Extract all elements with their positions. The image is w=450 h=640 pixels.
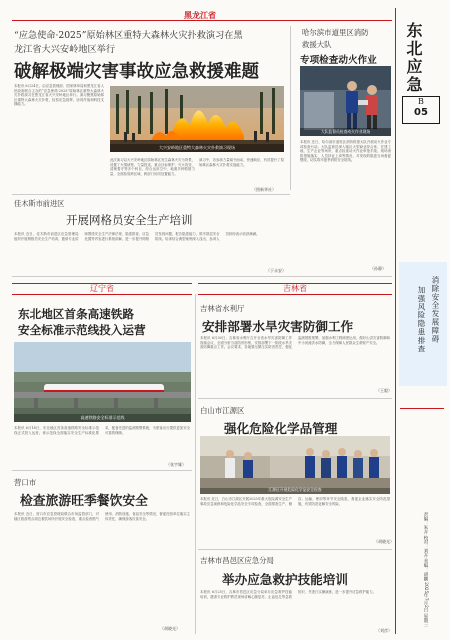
liaoning-photo-caption: 高速铁路安全标准示范线 — [80, 415, 125, 420]
region-column-divider — [195, 294, 196, 634]
jilin-story2-kicker: 白山市江源区 — [200, 406, 245, 415]
jilin-story3-body: 本报讯 6月25日，吉林市昌邑区应急分局举办应急救护技能培训，邀请专业救护教员现场讲解心肺复苏、止血包扎等急救知识，并进行实操演练，进一步提升应急救护能力。 — [200, 590, 376, 599]
jiamusi-byline: （于永安） — [266, 268, 286, 273]
lead-body-col1: 本报讯 6月24日，由应急管理部、国家林草局和黑龙江省人民政府联合主办的“应急使命·2025”原始林区重特大森林火灾扑救演习在黑龙江省大兴安岭地区举行。演习聚焦原始林区重特大森林火灾扑救，检验应急指挥、协同作战和科技支撑能力。 — [14, 84, 104, 107]
slogan-line2: 消除安全发展障碍 — [431, 276, 440, 344]
jilin-story1-kicker: 吉林省水利厅 — [200, 304, 245, 313]
jilin-story3-kicker: 吉林市昌邑区应急分局 — [200, 556, 274, 565]
jilin-story2-photo-caption: 江源区开展危险化学品安全检查 — [268, 487, 322, 492]
lead-photo-forest-fire — [110, 86, 284, 152]
jilin-story3-title: 举办应急救护技能培训 — [222, 572, 348, 587]
lead-body-col3: 演习中，各参演力量闻令而动、快速响应，有效提升了原始林区森林火灾扑救实战能力。 — [199, 158, 284, 167]
jilin-story1-byline: （王毅） — [376, 388, 392, 393]
top-divider — [12, 20, 392, 21]
jilin-story2-byline: （胡晓光） — [374, 539, 394, 544]
region-label-heilongjiang: 黑龙江省 — [184, 10, 216, 20]
jiamusi-kicker: 佳木斯市前进区 — [14, 199, 65, 208]
masthead-info-line: 责编：朱卉 校对：刘卉 美编：胡鹏 2025年7月2日 星期三 — [423, 512, 428, 627]
jilin-story3-byline: （刘彦） — [376, 628, 392, 633]
slogan-block — [399, 262, 447, 386]
masthead-page-code: B — [418, 97, 424, 106]
liaoning-body: 本报讯 6月18日，东北地区首条高速铁路安全标准示范线正式投入运营。该示范线全面落实安全生产标准化要求，配备先进的监测预警系统，为旅客出行提供更加安全可靠的保障。 — [14, 426, 190, 435]
jilin-divider2 — [198, 549, 392, 550]
slogan-line1: 加强风险隐患排查 — [417, 286, 426, 354]
jiamusi-body: 本报讯 近日，佳木斯市前进区应急管理局组织开展网格员安全生产培训，邀请专业讲师围绕安全生产法律法规、隐患排查、应急处置等内容进行系统讲解，进一步提升网格员发现问题、报告隐患能力，筑牢基层安全防线。培训结合典型案例深入浅出，参训人员纷纷表示收获满满。 — [14, 232, 260, 241]
lead-byline: （图新华社） — [252, 187, 276, 192]
side-photo-caption: 大队监督员检查动火作业现场 — [320, 129, 371, 134]
masthead-title: 东北应急 — [404, 22, 423, 94]
lead-body-col2: 此次演习以大兴安岭地区原始林区发生森林火灾为背景，设置了火情侦察、力量投送、重点目标保护、灭火攻坚、清理看守等多个科目，综合运用空中、地面多种救援力量，全面检验跨区域、跨部门协同处置能力。 — [110, 158, 195, 176]
yingkou-byline: （胡晓光） — [160, 626, 180, 631]
lead-kicker-line1: “应急使命·2025”原始林区重特大森林火灾扑救演习在黑 — [14, 30, 243, 41]
jiamusi-title: 开展网格员安全生产培训 — [66, 213, 193, 227]
mid-divider — [12, 276, 392, 277]
jilin-story2-title: 强化危险化学品管理 — [224, 421, 338, 436]
side-byline: （孙静） — [370, 266, 386, 271]
jilin-story1-title: 安排部署水旱灾害防御工作 — [202, 319, 354, 334]
side-photo-inspection — [300, 66, 391, 136]
masthead-border-left — [395, 8, 396, 634]
region-header-jilin: 吉林省 — [198, 283, 392, 295]
liaoning-title-line2: 安全标准示范线投入运营 — [18, 323, 146, 337]
jilin-story1-body: 本报讯 6月30日，吉林省水利厅召开全省水旱灾害防御工作视频会议，全面分析当前防汛形势，安排部署下一阶段水旱灾害防御重点工作。会议要求，各地要压紧压实防汛责任，强化监测预报预警，加强水利工程调度运用，做好山洪灾害防御和中小河流洪水防御，全力保障人民群众生命财产安全。 — [200, 336, 390, 350]
lead-side-divider — [290, 26, 291, 190]
jilin-story2-body: 本报讯 近日，白山市江源区开展2025年重大危险源安全生产事故应急演练和危险化学品安全专项检查，全面排查生产、储存、运输、使用等环节安全隐患，督促企业落实安全防范措施，有效防范化解安全风险。 — [200, 497, 390, 506]
yingkou-body: 本报讯 近日，营口市应急管理局联合市场监管部门，对辖区旅游景点周边餐饮场所开展安全检查，重点检查燃气使用、消防设施、食品安全等情况，督促经营单位落实主体责任，确保游客饮食安全。 — [14, 512, 190, 521]
side-subtitle: 专项检查动火作业 — [300, 55, 377, 66]
yingkou-title: 检查旅游旺季餐饮安全 — [20, 494, 148, 509]
liaoning-divider — [12, 470, 192, 471]
jilin-story2-photo-chemicals — [200, 436, 390, 494]
side-body: 本报讯 近日，哈尔滨市道里区消防救援大队开展动火作业专项检查行动。大队监督员深入辖区大型商业综合体、在建工地、生产企业等场所，重点检查动火作业审批手续、现场消防措施落实、人员持证上岗等情况，对发现的隐患当场督促整改，切实筑牢夏季消防安全防线。 — [300, 140, 391, 163]
yingkou-kicker: 营口市 — [14, 478, 37, 487]
lead-bottom-divider — [12, 194, 290, 195]
liaoning-title-line1: 东北地区首条高速铁路 — [18, 307, 134, 321]
masthead-page-box — [402, 96, 440, 124]
lead-kicker-line2: 龙江省大兴安岭地区举行 — [14, 44, 116, 55]
masthead-page-num: 05 — [414, 107, 428, 118]
lead-title: 破解极端灾害事故应急救援难题 — [14, 62, 259, 82]
lead-photo-caption: 大兴安岭地区重特大森林火灾扑救演习现场 — [159, 145, 235, 150]
liaoning-photo-railway — [14, 342, 191, 422]
masthead-rule — [400, 408, 444, 409]
side-title-line2: 救援大队 — [302, 40, 332, 49]
side-title-line1: 哈尔滨市道里区消防 — [302, 28, 369, 37]
jilin-divider1 — [198, 398, 392, 399]
liaoning-byline: （张宇雄） — [166, 462, 186, 467]
region-header-liaoning: 辽宁省 — [12, 283, 192, 295]
